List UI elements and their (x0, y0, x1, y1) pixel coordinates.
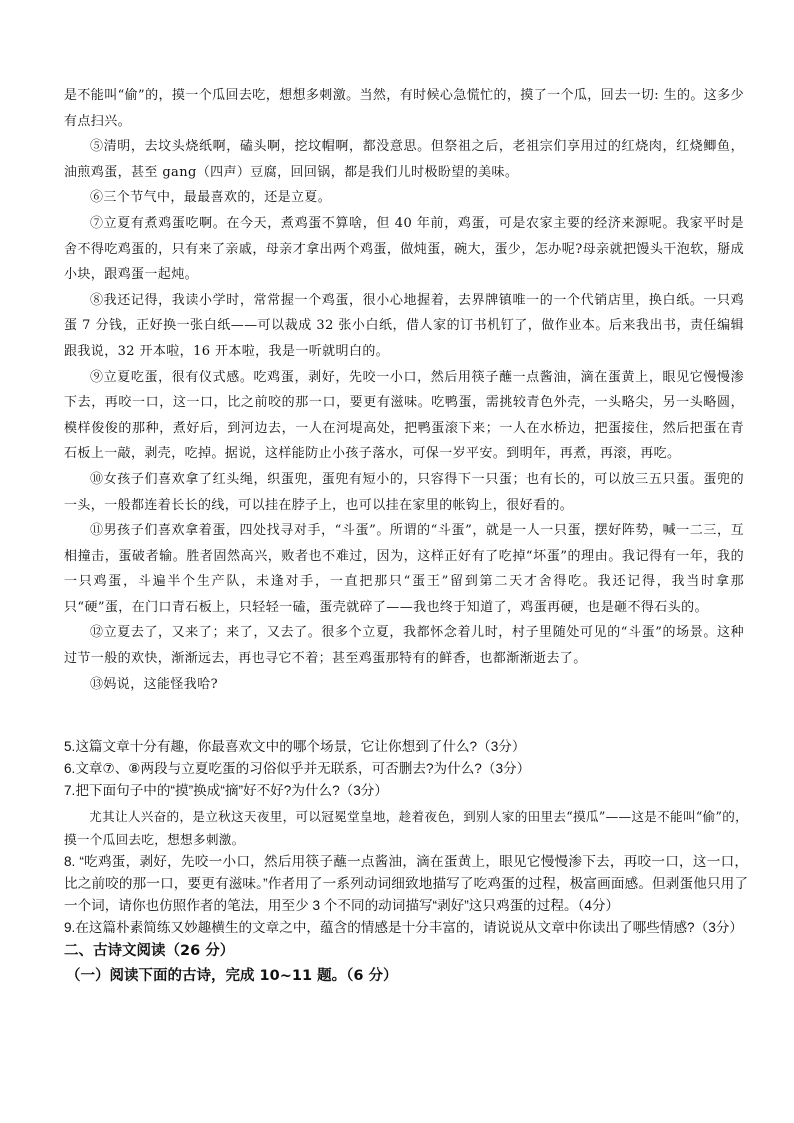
passage-paragraph-11: ⑪男孩子们喜欢拿着蛋，四处找寻对手，“斗蛋”。所谓的“斗蛋”，就是一人一只蛋，摆好阵势，喊一二三，互相撞击，蛋破者输。胜者固然高兴，败者也不难过，因为，这样正好有了吃掉“坏蛋”的理由。我记得有一年，我的一只鸡蛋，斗遍半个生产队，未逢对手，一直把那只“蛋王”留到第二天才舍得吃。我还记得，我当时拿那只“硬”蛋，在门口青石板上，只轻轻一磕，蛋壳就碎了——我也终于知道了，鸡蛋再硬，也是砸不得石头的。 (64, 523, 744, 615)
passage-paragraph-8: ⑧我还记得，我读小学时，常常握一个鸡蛋，很小心地握着，去界牌镇唯一的一个代销店里，换白纸。一只鸡蛋 7 分钱，正好换一张白纸——可以裁成 32 张小白纸，借人家的订书机钉了，做作业本。后来我出书，责任编辑跟我说，32 开本啦，16 开本啦，我是一听就明白的。 (64, 292, 744, 359)
passage-paragraph-9: ⑨立夏吃蛋，很有仪式感。吃鸡蛋，剥好，先咬一小口，然后用筷子蘸一点酱油，滴在蛋黄上，眼见它慢慢渗下去，再咬一口，这一口，比之前咬的那一口，要更有滋味。吃鸭蛋，需挑较青色外壳，一头略尖，另一头略圆，模样俊俊的那种，煮好后，到河边去，一人在河堤高处，把鸭蛋滚下来；一人在水桥边，把蛋接住，然后把蛋在青石板上一敲，剥壳，吃掉。据说，这样能防止小孩子落水，可保一岁平安。到明年，再煮，再滚，再吃。 (64, 369, 744, 462)
question-8: 8. “吃鸡蛋，剥好，先咬一小口，然后用筷子蘸一点酱油，滴在蛋黄上，眼见它慢慢渗下去，再咬一口，这一口，比之前咬的那一口，要更有滋味。”作者用了一系列动词细致地描写了吃鸡蛋的过程，极富画面感。但剥蛋他只用了一个词，请你也仿照作者的笔法，用至少 3 个不同的动词描写“剥好”这只鸡蛋的过程。（4分） (64, 853, 748, 914)
passage-paragraph-7: ⑦立夏有煮鸡蛋吃啊。在今天，煮鸡蛋不算啥，但 40 年前，鸡蛋，可是农家主要的经济来源呢。我家平时是舍不得吃鸡蛋的，只有来了亲戚，母亲才拿出两个鸡蛋，做炖蛋，碗大，蛋少，怎办呢?母亲就把馒头干泡软，掰成小块，跟鸡蛋一起炖。 (64, 215, 744, 283)
question-7: 7.把下面句子中的“摸”换成“摘”好不好?为什么?（3分） (64, 783, 388, 799)
passage-paragraph-10: ⑩女孩子们喜欢拿了红头绳，织蛋兜，蛋兜有短小的，只容得下一只蛋；也有长的，可以放三五只蛋。蛋兜的一头，一般都连着长长的线，可以挂在脖子上，也可以挂在家里的帐钩上，很好看的。 (64, 471, 744, 513)
passage-paragraph-12: ⑫立夏去了，又来了；来了，又去了。很多个立夏，我都怀念着儿时，村子里随处可见的“斗蛋”的场景。这种过节一般的欢快，渐渐远去，再也寻它不着；甚至鸡蛋那特有的鲜香，也都渐渐逝去了。 (64, 625, 744, 667)
passage-paragraph-13: ⑬妈说，这能怪我哈? (90, 676, 218, 692)
section-subtitle: （一）阅读下面的古诗，完成 10~11 题。（6 分） (66, 968, 398, 985)
passage-paragraph-6: ⑥三个节气中，最最喜欢的，还是立夏。 (90, 190, 332, 206)
question-9: 9.在这篇朴素简练又妙趣横生的文章之中，蕴含的情感是十分丰富的，请说说从文章中你读出了哪些情感?（3分） (64, 920, 743, 936)
question-5: 5.这篇文章十分有趣，你最喜欢文中的哪个场景，它让你想到了什么?（3分） (64, 739, 526, 754)
passage-paragraph-5: ⑤清明，去坟头烧纸啊，磕头啊，挖坟帽啊，都没意思。但祭祖之后，老祖宗们享用过的红烧肉，红烧鲫鱼，油煎鸡蛋，甚至 gang（四声）豆腐，回回锅，都是我们儿时极盼望的美味。 (64, 139, 744, 180)
passage-paragraph-4-end: 是不能叫“偷”的，摸一个瓜回去吃，想想多刺激。当然，有时候心急慌忙的，摸了一个瓜，回去一切: 生的。这多少有点扫兴。 (64, 88, 745, 129)
question-list (64, 736, 748, 989)
section-title: 二、古诗文阅读（26 分） (64, 943, 235, 960)
question-7-quote: 尤其让人兴奋的，是立秋这天夜里，可以冠冕堂皇地，趁着夜色，到别人家的田里去“摸瓜”——这是不能叫“偷”的，摸一个瓜回去吃，想想多刺激。 (64, 808, 748, 847)
question-6: 6.文章⑦、⑧两段与立夏吃蛋的习俗似乎并无联系，可否删去?为什么?（3分） (64, 761, 531, 777)
reading-passage (64, 83, 744, 697)
